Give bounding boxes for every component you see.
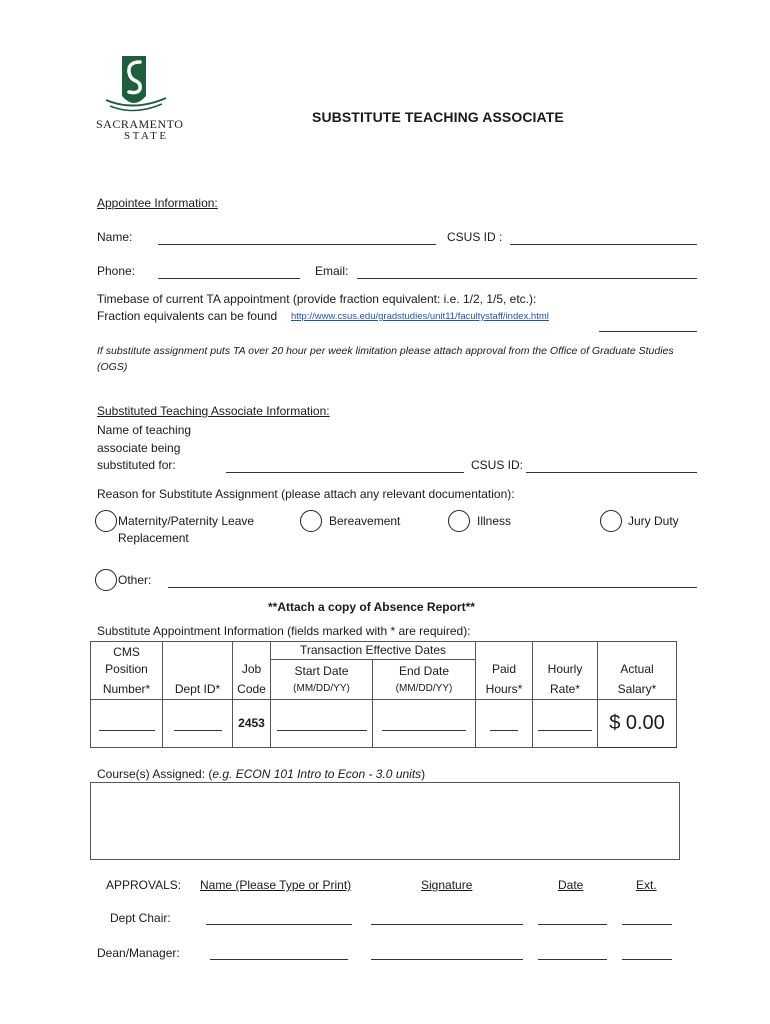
job-header-1: Job (241, 661, 262, 676)
actual-salary-input[interactable]: $ 0.00 (598, 700, 677, 748)
phone-label: Phone: (97, 264, 136, 278)
logo-text-sacramento: SACRAMENTO (96, 117, 184, 131)
approvals-col-name: Name (Please Type or Print) (200, 878, 352, 892)
dept-chair-label: Dept Chair: (110, 911, 171, 925)
fraction-equivalents-link[interactable]: http://www.csus.edu/gradstudies/unit11/facultystaff/index.html (291, 311, 549, 322)
courses-example: e.g. ECON 101 Intro to Econ - 3.0 units (212, 767, 422, 781)
dept-chair-signature-field[interactable] (371, 924, 523, 925)
end-date-label: End Date (398, 663, 450, 678)
maternity-label-2: Replacement (118, 531, 189, 545)
attach-note: **Attach a copy of Absence Report** (268, 600, 475, 614)
csus-id-field[interactable] (510, 244, 697, 245)
other-radio[interactable] (95, 569, 117, 591)
dept-id-header: Dept ID* (163, 680, 233, 700)
appointment-table (90, 641, 677, 748)
paid-header-2: Hours* (476, 680, 533, 700)
start-date-input[interactable] (271, 700, 373, 748)
approvals-col-ext: Ext. (636, 878, 657, 892)
courses-textarea[interactable] (90, 782, 680, 860)
start-date-header (271, 660, 373, 700)
actual-header-1: Actual (620, 661, 654, 676)
col-job-code-top (233, 642, 271, 680)
illness-radio[interactable] (448, 510, 470, 532)
name-label: Name: (97, 230, 133, 244)
timebase-field[interactable] (599, 331, 697, 332)
end-date-input[interactable] (373, 700, 476, 748)
maternity-label-1: Maternity/Paternity Leave (118, 514, 255, 528)
phone-field[interactable] (158, 278, 300, 279)
substituted-name-label-1: Name of teaching (97, 423, 192, 437)
appointee-heading: Appointee Information: (97, 196, 218, 210)
dean-name-field[interactable] (210, 959, 348, 960)
dean-date-field[interactable] (538, 959, 607, 960)
col-hourly-top (533, 642, 598, 680)
dept-chair-ext-field[interactable] (622, 924, 672, 925)
illness-label: Illness (477, 514, 512, 528)
courses-label-text: Course(s) Assigned: ( (97, 767, 213, 781)
substituted-heading: Substituted Teaching Associate Information: (97, 404, 330, 418)
approvals-col-signature: Signature (421, 878, 473, 892)
substituted-name-label-2: associate being (97, 441, 181, 455)
hornet-shield-icon (96, 52, 186, 118)
courses-label-end: ) (421, 767, 426, 781)
other-label: Other: (118, 573, 152, 587)
dept-id-input[interactable] (163, 700, 233, 748)
end-date-format: (MM/DD/YY) (395, 682, 453, 694)
col-cms (91, 642, 163, 680)
col-dept-id-top (163, 642, 233, 680)
job-header-2: Code (233, 680, 271, 700)
timebase-text: Timebase of current TA appointment (provide fraction equivalent: i.e. 1/2, 1/5, etc.): (97, 292, 537, 306)
paid-hours-input[interactable] (476, 700, 533, 748)
email-label: Email: (315, 264, 349, 278)
bereavement-radio[interactable] (300, 510, 322, 532)
reason-text: Reason for Substitute Assignment (please attach any relevant documentation): (97, 487, 515, 501)
approvals-label: APPROVALS: (106, 878, 182, 892)
appointment-heading: Substitute Appointment Information (fields marked with * are required): (97, 624, 471, 638)
dept-chair-date-field[interactable] (538, 924, 607, 925)
sacramento-state-logo (96, 52, 186, 144)
logo-text-state: STATE (124, 130, 169, 142)
other-field[interactable] (168, 587, 697, 588)
paid-header-1: Paid (491, 661, 517, 676)
approvals-col-date: Date (558, 878, 584, 892)
job-code-value: 2453 (233, 700, 271, 748)
hourly-header-2: Rate* (533, 680, 598, 700)
start-date-label: Start Date (294, 663, 349, 678)
substituted-name-field[interactable] (226, 472, 464, 473)
substituted-csus-id-label: CSUS ID: (471, 458, 524, 472)
col-actual-top (598, 642, 677, 680)
jury-duty-label: Jury Duty (628, 514, 679, 528)
fraction-text: Fraction equivalents can be found (97, 309, 278, 323)
page-title: SUBSTITUTE TEACHING ASSOCIATE (312, 109, 564, 125)
substituted-name-label-3: substituted for: (97, 458, 176, 472)
cms-header-1: CMS (113, 644, 140, 659)
email-field[interactable] (357, 278, 697, 279)
csus-id-label: CSUS ID : (447, 230, 503, 244)
hourly-rate-input[interactable] (533, 700, 598, 748)
name-field[interactable] (158, 244, 436, 245)
cms-position-input[interactable] (91, 700, 163, 748)
substituted-csus-id-field[interactable] (526, 472, 697, 473)
actual-header-2: Salary* (598, 680, 677, 700)
dean-ext-field[interactable] (622, 959, 672, 960)
start-date-format: (MM/DD/YY) (293, 682, 350, 694)
cms-header-3: Number* (91, 680, 163, 700)
bereavement-label: Bereavement (329, 514, 401, 528)
transaction-header: Transaction Effective Dates (271, 642, 476, 660)
dean-manager-label: Dean/Manager: (97, 946, 180, 960)
courses-label (97, 767, 425, 781)
maternity-radio[interactable] (95, 510, 117, 532)
hourly-header-1: Hourly (547, 661, 583, 676)
ogs-note: If substitute assignment puts TA over 20 hour per week limitation please attach approval from the Office of Graduate Studies (OGS) (97, 345, 674, 373)
dean-signature-field[interactable] (371, 959, 523, 960)
jury-duty-radio[interactable] (600, 510, 622, 532)
col-paid-top (476, 642, 533, 680)
dept-chair-name-field[interactable] (206, 924, 352, 925)
end-date-header (373, 660, 476, 700)
cms-header-2: Position (105, 661, 148, 676)
